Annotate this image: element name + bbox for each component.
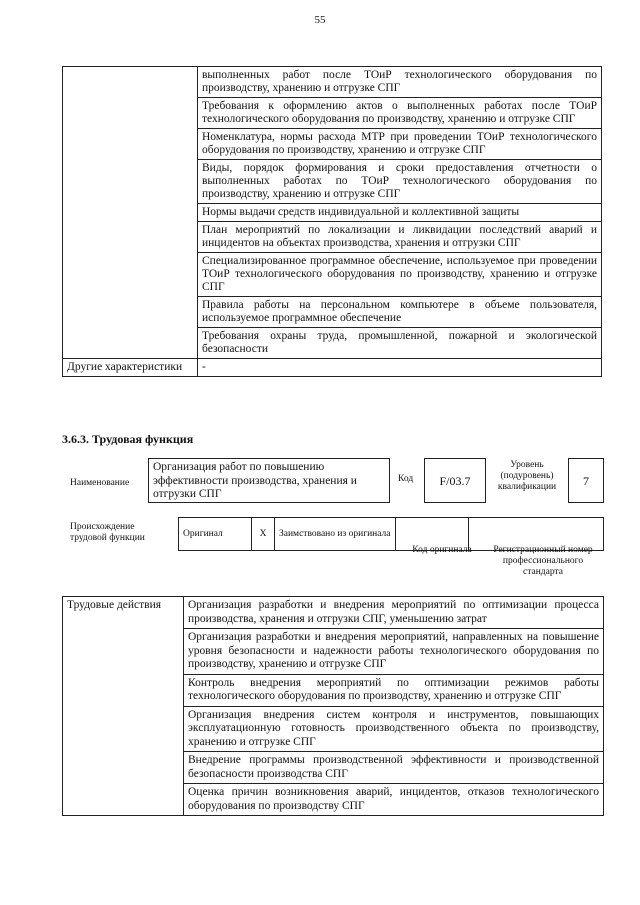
code-label: Код: [398, 474, 414, 484]
code-original-label: Код оригинала: [412, 545, 472, 555]
qualification-level-box: 7: [568, 458, 604, 503]
knowledge-item: выполненных работ после ТОиР технологического оборудования по производству, хранению и отгрузке СПГ: [198, 67, 602, 98]
labor-action-item: Оценка причин возникновения аварий, инцидентов, отказов технологического оборудования по производству СПГ: [184, 784, 604, 816]
knowledge-table-continuation: [62, 66, 602, 377]
table-row: [63, 597, 604, 629]
labor-action-item: Организация разработки и внедрения мероприятий по оптимизации процесса производства, хранения и отгрузки СПГ, уменьшению затрат: [184, 597, 604, 629]
qualification-level-label: Уровень (подуровень) квалификации: [497, 460, 557, 492]
knowledge-item: Правила работы на персональном компьютере в объеме пользователя, используемое программное обеспечение: [198, 297, 602, 328]
labor-actions-label: Трудовые действия: [63, 597, 184, 816]
origin-label: Происхождение трудовой функции: [70, 522, 145, 543]
original-mark: X: [252, 518, 275, 551]
labor-action-item: Контроль внедрения мероприятий по оптимизации режимов работы технологического оборудования по производству, хранению и отгрузке СПГ: [184, 674, 604, 706]
labor-action-item: Организация разработки и внедрения мероприятий, направленных на повышение уровня безопасности и надежности работы технологического оборудования по производству, хранению и отгрузке СПГ: [184, 629, 604, 675]
code-value-box: F/03.7: [424, 458, 486, 503]
labor-action-item: Организация внедрения систем контроля и инструментов, повышающих эксплуатационную готовность производственного объекта по производству, хранению и отгрузке СПГ: [184, 706, 604, 752]
name-label: Наименование: [70, 478, 130, 488]
reg-number-label: Регистрационный номер профессионального стандарта: [493, 545, 593, 577]
labor-action-item: Внедрение программы производственной эффективности и производственной безопасности производства СПГ: [184, 752, 604, 784]
function-name-box: Организация работ по повышению эффективности производства, хранения и отгрузки СПГ: [148, 458, 390, 503]
original-cell: Оригинал: [179, 518, 252, 551]
table-row: [63, 67, 602, 98]
other-characteristics-label: Другие характеристики: [63, 359, 198, 377]
knowledge-item: Нормы выдачи средств индивидуальной и коллективной защиты: [198, 204, 602, 222]
other-characteristics-value: -: [198, 359, 602, 377]
knowledge-item: Требования к оформлению актов о выполненных работах после ТОиР технологического оборудования по производству, хранению и отгрузке СПГ: [198, 98, 602, 129]
section-title: 3.6.3. Трудовая функция: [62, 432, 194, 446]
knowledge-item: План мероприятий по локализации и ликвидации последствий аварий и инцидентов на объектах производства, хранения и отгрузки СПГ: [198, 222, 602, 253]
labor-actions-table: [62, 596, 604, 816]
page-number: 55: [314, 14, 326, 26]
borrowed-cell: Заимствовано из оригинала: [275, 518, 396, 551]
knowledge-item: Специализированное программное обеспечение, используемое при проведении ТОиР технологического оборудования по производству, хранению и отгрузке СПГ: [198, 253, 602, 297]
knowledge-item: Номенклатура, нормы расхода МТР при проведении ТОиР технологического оборудования по производству, хранению и отгрузке СПГ: [198, 129, 602, 160]
knowledge-item: Виды, порядок формирования и сроки предоставления отчетности о выполненных работах по ТОиР технологического оборудования по производству, хранению и отгрузке СПГ: [198, 160, 602, 204]
knowledge-label-cell: [63, 67, 198, 359]
knowledge-item: Требования охраны труда, промышленной, пожарной и экологической безопасности: [198, 328, 602, 359]
table-row: [63, 359, 602, 377]
